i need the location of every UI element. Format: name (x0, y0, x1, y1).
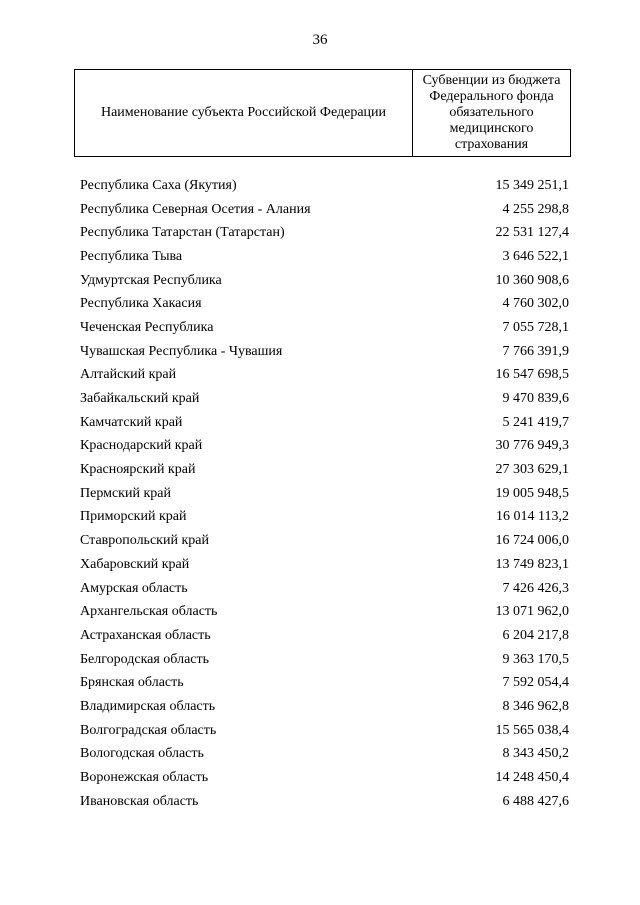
subvention-value: 16 014 113,2 (496, 509, 569, 525)
table-row (80, 577, 569, 601)
region-name: Республика Тыва (80, 248, 183, 264)
region-name: Астраханская область (80, 627, 211, 643)
subvention-value: 9 363 170,5 (502, 651, 569, 667)
table-row (80, 553, 569, 577)
table-row (80, 245, 569, 269)
region-name: Ставропольский край (80, 533, 209, 549)
region-name: Забайкальский край (80, 391, 200, 407)
table-row (80, 600, 569, 624)
subvention-value: 19 005 948,5 (495, 485, 569, 501)
table-row (80, 221, 569, 245)
region-name: Волгоградская область (80, 722, 217, 738)
table-row (80, 743, 569, 767)
region-name: Республика Северная Осетия - Алания (80, 201, 311, 217)
subvention-value: 4 760 302,0 (502, 296, 569, 312)
table-row (80, 695, 569, 719)
region-name: Краснодарский край (80, 438, 203, 454)
subvention-value: 16 724 006,0 (495, 533, 569, 549)
region-name: Чеченская Республика (80, 319, 214, 335)
table-row (80, 411, 569, 435)
subvention-value: 27 303 629,1 (495, 462, 569, 478)
subvention-value: 5 241 419,7 (502, 414, 569, 430)
subvention-value: 8 343 450,2 (502, 746, 569, 762)
table-row (80, 364, 569, 388)
region-name: Брянская область (80, 675, 184, 691)
region-name: Воронежская область (80, 770, 209, 786)
table-row (80, 269, 569, 293)
value-column-header: Субвенции из бюджета Федерального фонда обязательного медицинского страхования (412, 70, 570, 156)
region-name: Чувашская Республика - Чувашия (80, 343, 283, 359)
region-name: Ивановская область (80, 793, 199, 809)
region-name: Республика Татарстан (Татарстан) (80, 225, 285, 241)
subvention-value: 13 071 962,0 (495, 604, 569, 620)
table-row (80, 624, 569, 648)
subvention-value: 15 565 038,4 (495, 722, 569, 738)
table-row (80, 198, 569, 222)
table-body (80, 174, 569, 814)
subvention-value: 3 646 522,1 (502, 248, 569, 264)
subvention-value: 7 592 054,4 (502, 675, 569, 691)
subvention-value: 7 055 728,1 (502, 319, 569, 335)
table-header (74, 69, 571, 157)
table-row (80, 790, 569, 814)
table-row (80, 340, 569, 364)
region-name: Республика Саха (Якутия) (80, 177, 237, 193)
region-name: Камчатский край (80, 414, 183, 430)
subvention-value: 6 204 217,8 (502, 627, 569, 643)
table-row (80, 292, 569, 316)
region-name: Красноярский край (80, 462, 196, 478)
table-row (80, 648, 569, 672)
region-name: Владимирская область (80, 698, 216, 714)
subvention-value: 4 255 298,8 (502, 201, 569, 217)
table-row (80, 435, 569, 459)
subvention-value: 30 776 949,3 (495, 438, 569, 454)
table-row (80, 671, 569, 695)
table-row (80, 529, 569, 553)
subvention-value: 7 426 426,3 (502, 580, 569, 596)
subvention-value: 9 470 839,6 (502, 391, 569, 407)
region-name: Хабаровский край (80, 556, 190, 572)
page-number: 36 (312, 32, 328, 48)
subvention-value: 7 766 391,9 (502, 343, 569, 359)
table-row (80, 482, 569, 506)
subvention-value: 13 749 823,1 (495, 556, 569, 572)
name-column-header: Наименование субъекта Российской Федерации (100, 105, 387, 120)
table-row (80, 174, 569, 198)
region-name: Архангельская область (80, 604, 218, 620)
region-name: Белгородская область (80, 651, 210, 667)
region-name: Пермский край (80, 485, 171, 501)
table-row (80, 458, 569, 482)
table-row (80, 719, 569, 743)
region-name: Республика Хакасия (80, 296, 202, 312)
region-name: Амурская область (80, 580, 188, 596)
table-row (80, 506, 569, 530)
table-row (80, 766, 569, 790)
table-row (80, 316, 569, 340)
subvention-value: 6 488 427,6 (502, 793, 569, 809)
region-name: Удмуртская Республика (80, 272, 222, 288)
subvention-value: 8 346 962,8 (502, 698, 569, 714)
subvention-value: 10 360 908,6 (495, 272, 569, 288)
subvention-value: 16 547 698,5 (495, 367, 569, 383)
subvention-value: 14 248 450,4 (495, 770, 569, 786)
region-name: Алтайский край (80, 367, 177, 383)
subvention-value: 15 349 251,1 (495, 177, 569, 193)
subvention-value: 22 531 127,4 (495, 225, 569, 241)
region-name: Приморский край (80, 509, 187, 525)
table-row (80, 387, 569, 411)
region-name: Вологодская область (80, 746, 204, 762)
